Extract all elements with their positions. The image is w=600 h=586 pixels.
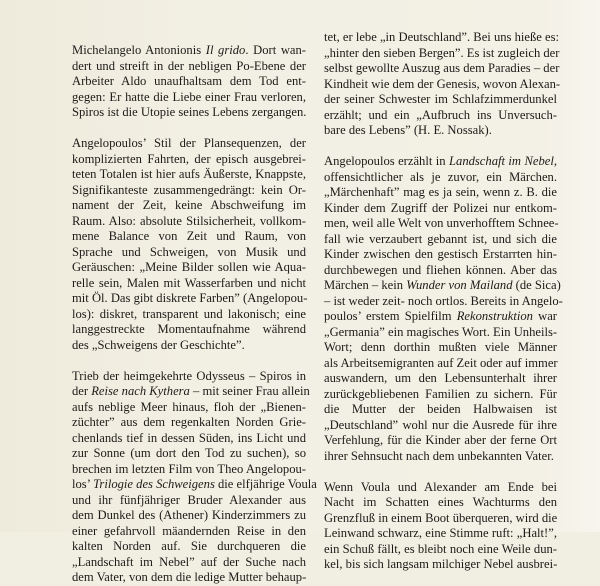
text-line	[324, 309, 557, 325]
text-line	[324, 185, 557, 201]
text-segment: Trieb der heimgekehrte Odysseus – Spiros in	[72, 368, 306, 383]
text-line	[324, 402, 557, 418]
text-segment: relle sein, Malen mit Wasserfarben und nicht	[72, 275, 306, 290]
paragraph	[72, 43, 306, 121]
paragraph	[72, 368, 317, 586]
text-segment: aufs neblige Meer hinaus, floh der „Bienen-	[72, 399, 306, 414]
text-segment: poulos’ erstem Spielfilm	[324, 309, 457, 323]
text-segment: „Märchenhaft” mag es ja sein, wenn z. B. die	[324, 185, 557, 199]
text-segment: tet, er lebe „in Deutschland”. Bei uns hieße es:	[324, 30, 560, 44]
text-line	[324, 76, 561, 93]
text-line	[324, 263, 557, 279]
text-line	[324, 511, 557, 527]
text-segment: komplizierten Fahrten, der episch ausgebrei-	[72, 151, 306, 166]
text-segment: dem Dunkel des (Athener) Kinderzimmers zu	[72, 508, 306, 522]
text-segment: teten Totalen ist hier aufs Äußerste, Knappste,	[72, 167, 306, 181]
italic-title: Trilogie des Schweigens	[93, 477, 215, 491]
text-line	[324, 232, 557, 248]
text-line	[324, 433, 557, 449]
text-line	[72, 43, 306, 59]
text-segment: Grenzfluß in einem Boot überqueren, wird die	[324, 510, 558, 525]
text-line	[72, 229, 306, 245]
text-line	[324, 154, 557, 170]
text-line	[72, 105, 306, 121]
text-line	[72, 508, 306, 524]
text-segment: – ist weder zeit- noch ortlos. Bereits in Angelo-	[324, 293, 563, 308]
text-line	[324, 480, 557, 496]
text-line	[324, 61, 560, 77]
italic-title: Wunder von Mailand	[406, 278, 513, 292]
text-line	[72, 338, 306, 354]
text-segment: Kinder dem Zugriff der Polizei nur entkom-	[324, 200, 557, 215]
text-segment: Geräuschen: „Meine Bilder sollen wie Aqua-	[72, 260, 306, 274]
text-segment: ein Schuß fällt, es bleibt noch eine Weile dun-	[324, 541, 557, 556]
text-segment: war	[532, 309, 557, 323]
text-segment: nament der Zeit, keine Abschweifung im	[72, 198, 306, 212]
text-line	[324, 495, 557, 511]
text-line	[72, 493, 306, 509]
text-line	[324, 278, 561, 294]
text-segment: Spiros ist die Utopie seines Lebens zergangen.	[72, 105, 307, 119]
text-segment: ,	[553, 154, 557, 168]
text-segment: los’	[72, 477, 94, 491]
text-line	[72, 291, 306, 307]
text-segment: dert und streift in der nebligen Po-Ebene der	[72, 58, 306, 73]
text-segment: Kinder zwischen den gestisch Erstarrten hin-	[324, 247, 557, 261]
text-segment: dem Vater, von dem die ledige Mutter behaup-	[72, 570, 307, 584]
text-segment: Arbeiter Aldo unaufhaltsam dem Tod ent-	[72, 74, 306, 88]
text-segment: selbst gewollte Auszug aus dem Paradies – der	[324, 61, 560, 75]
text-segment: zurückgebliebenen Familien zu sichern. Für	[324, 386, 557, 401]
text-line	[324, 340, 557, 356]
text-line	[72, 384, 310, 400]
text-segment: men, weil alle Welt von unverhofftem Schnee-	[324, 216, 559, 230]
text-line	[72, 152, 306, 168]
text-line	[324, 30, 560, 46]
text-line	[72, 555, 306, 571]
text-segment: durchbewegen und fliehen können. Aber das	[324, 262, 557, 277]
text-line	[72, 570, 306, 586]
text-segment: (de Sica)	[512, 278, 561, 292]
text-line	[72, 462, 306, 478]
text-line	[72, 415, 306, 431]
text-line	[72, 524, 306, 540]
text-segment: einer gefahrvoll mäandernden Reise in den	[72, 523, 306, 538]
text-line	[324, 418, 557, 434]
text-segment: ihrer Sehnsucht nach dem unbekannten Vater.	[324, 448, 554, 463]
text-line	[72, 74, 306, 90]
text-line	[324, 542, 557, 558]
text-segment: „Germania” ein magisches Wort. Ein Unheils-	[324, 324, 558, 339]
text-line	[324, 108, 557, 124]
text-line	[72, 446, 306, 462]
text-line	[72, 276, 306, 292]
text-line	[72, 260, 306, 276]
text-line	[324, 557, 557, 573]
text-line	[72, 400, 306, 416]
text-line	[72, 90, 306, 106]
text-line	[72, 136, 306, 152]
text-segment: Angelopoulos’ Stil der Plansequenzen, der	[72, 136, 306, 150]
text-line	[324, 201, 557, 217]
text-segment: Wort; denn dorthin mußten viele Männer	[324, 340, 557, 354]
text-segment: Kindheit wie dem der Genesis, wovon Alexan-	[324, 76, 561, 91]
text-line	[324, 92, 557, 108]
text-segment: Angelopoulos erzählt in	[324, 154, 450, 168]
text-line	[324, 325, 557, 341]
text-segment: „Deutschland” wohl nur die Ausrede für ihre	[324, 417, 557, 432]
text-line	[72, 214, 306, 230]
text-segment: kalten Norden auf. Sie durchqueren die	[72, 539, 306, 553]
text-line	[72, 245, 306, 261]
text-segment: – mit seiner Frau allein	[189, 384, 310, 398]
text-line	[72, 477, 317, 493]
text-segment: Wenn Voula und Alexander am Ende bei	[324, 479, 557, 494]
text-line	[324, 216, 557, 232]
italic-title: Il grido	[205, 43, 246, 57]
text-line	[324, 170, 557, 186]
text-line	[324, 387, 557, 403]
text-line	[72, 183, 306, 199]
text-segment: des „Schweigens der Geschichte”.	[72, 337, 245, 352]
text-segment: los): diskret, transparent und lakonisch; eine	[72, 306, 306, 321]
text-line	[324, 526, 557, 542]
text-segment: . Dort wan-	[245, 43, 306, 57]
text-line	[72, 431, 306, 447]
text-line	[72, 369, 306, 385]
text-segment: Signifikanteste zusammengedrängt: kein Or-	[72, 182, 306, 197]
text-segment: fall wie verzaubert gebannt ist, und sich die	[324, 231, 557, 246]
text-segment: Raum. Also: absolute Stilsicherheit, vollkom-	[72, 213, 306, 228]
text-segment: die elfjährige Voula	[214, 477, 317, 491]
text-segment: Märchen – kein	[324, 278, 407, 292]
text-segment: Nacht im Schatten eines Wachturms den	[324, 495, 557, 509]
text-segment: mit Öl. Das gibt diskrete Farben” (Angelopou-	[72, 291, 308, 305]
text-segment: und ihr fünfjähriger Bruder Alexander aus	[72, 492, 306, 507]
text-line	[324, 449, 557, 465]
text-segment: „Landschaft im Nebel” auf der Suche nach	[72, 554, 306, 569]
text-segment: chenlands tief in dessen Süden, ins Licht und	[72, 430, 306, 445]
text-segment: als Arbeitsemigranten auf Zeit oder auf immer	[324, 355, 558, 370]
italic-title: Rekonstruktion	[456, 309, 533, 323]
text-segment: zur Sonne (um dort den Tod zu suchen), so	[72, 446, 306, 460]
text-segment: die Mutter der beiden Halbwaisen ist	[324, 402, 557, 416]
italic-title: Reise nach Kythera	[91, 384, 190, 398]
left-text-column	[72, 43, 317, 586]
text-segment: langgestreckte Momentaufnahme während	[72, 322, 306, 336]
paragraph	[324, 30, 561, 139]
paragraph	[324, 154, 563, 464]
text-segment: Michelangelo Antonionis	[72, 43, 206, 57]
text-line	[324, 45, 560, 62]
text-segment: brechen im letzten Film von Theo Angelopou-	[72, 461, 306, 476]
text-segment: erzählt; und ein „Aufbruch ins Unversuch-	[324, 107, 557, 122]
italic-title: Landschaft im Nebel	[449, 154, 554, 168]
text-segment: Verfehlung, für die Kinder aber der ferne Ort	[324, 433, 557, 447]
text-segment: der	[72, 384, 92, 398]
paragraph	[72, 136, 306, 353]
text-line	[72, 539, 306, 555]
text-segment: mene Balance von Zeit und Raum, von	[72, 229, 306, 243]
text-segment: Leinwand schwarz, eine Stimme ruft: „Halt!”,	[324, 526, 557, 540]
text-line	[72, 198, 306, 214]
text-line	[324, 123, 557, 139]
right-text-column	[324, 30, 563, 573]
text-line	[324, 247, 557, 263]
text-line	[72, 322, 306, 338]
text-line	[72, 307, 306, 323]
text-line	[72, 167, 306, 183]
text-line	[72, 59, 306, 75]
text-segment: züchter” aus dem regenkalten Norden Grie-	[72, 415, 306, 429]
text-segment: der seiner Schwester im Schlafzimmerdunkel	[324, 92, 557, 106]
text-segment: gegen: Er hatte die Liebe einer Frau verloren,	[72, 89, 306, 104]
text-segment: bare des Lebens” (H. E. Nossak).	[324, 123, 492, 137]
text-segment: auswandern, um den Lebensunterhalt ihrer	[324, 371, 557, 385]
text-segment: offensichtlicher als je zuvor, ein Märchen.	[324, 169, 557, 184]
text-line	[324, 293, 563, 310]
text-line	[324, 356, 557, 372]
text-segment: Sprache und Schweigen, von Musik und	[72, 244, 306, 259]
paragraph	[324, 480, 557, 573]
text-segment: kel, bis sich langsam milchiger Nebel ausbrei-	[324, 557, 558, 571]
text-segment: „hinter den sieben Bergen”. Es ist zugleich der	[324, 45, 560, 60]
text-line	[324, 371, 557, 387]
